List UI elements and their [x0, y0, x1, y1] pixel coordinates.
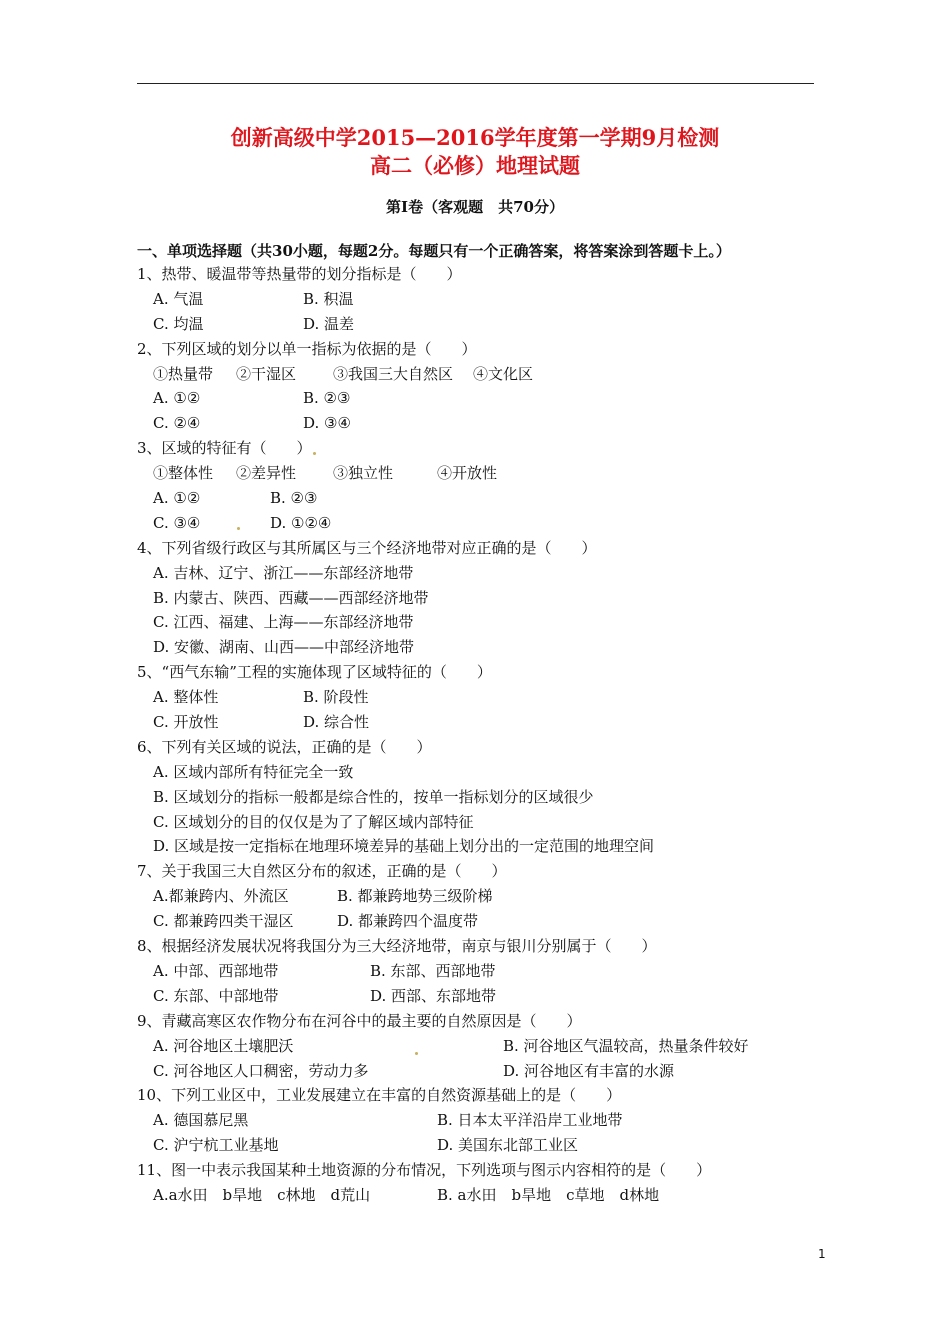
question-list [137, 262, 817, 1208]
option-row [137, 1183, 817, 1208]
option-row [137, 586, 817, 611]
option-row [137, 362, 817, 387]
question-stem: 9、青藏高寒区农作物分布在河谷中的最主要的自然原因是（ ） [137, 1011, 582, 1030]
answer-option: C. 都兼跨四类干湿区 [153, 912, 294, 931]
answer-option: B. 内蒙古、陕西、西藏——西部经济地带 [153, 588, 429, 607]
option-row [137, 635, 817, 660]
answer-option: D. 美国东北部工业区 [437, 1136, 579, 1155]
answer-option: C. 区域划分的目的仅仅是为了了解区域内部特征 [153, 812, 474, 831]
scan-speck [415, 1052, 418, 1055]
answer-option: A. ①② [153, 389, 201, 408]
scan-speck [313, 452, 316, 455]
option-row [137, 561, 817, 586]
exam-subtitle: 高二（必修）地理试题 [370, 153, 580, 178]
option-row [137, 1034, 817, 1059]
option-row [137, 785, 817, 810]
option-row [137, 287, 817, 312]
answer-option: D. 都兼跨四个温度带 [337, 912, 479, 931]
option-row [137, 1133, 817, 1158]
option-row [137, 984, 817, 1009]
option-row [137, 610, 817, 635]
question-stem: 6、下列有关区域的说法，正确的是（ ） [137, 737, 432, 756]
question-stem: 4、下列省级行政区与其所属区与三个经济地带对应正确的是（ ） [137, 538, 597, 557]
option-row [137, 760, 817, 785]
question-stem: 11、图一中表示我国某种土地资源的分布情况，下列选项与图示内容相符的是（ ） [137, 1161, 712, 1180]
answer-option: D. 综合性 [303, 713, 370, 732]
question-stem: 1、热带、暖温带等热量带的划分指标是（ ） [137, 265, 462, 283]
answer-option: C. ③④ [153, 513, 201, 532]
question-stem: 10、下列工业区中，工业发展建立在丰富的自然资源基础上的是（ ） [137, 1086, 622, 1105]
answer-option: A. 德国慕尼黑 [153, 1111, 249, 1130]
answer-option: A. 河谷地区土壤肥沃 [153, 1036, 294, 1055]
option-row [137, 710, 817, 735]
option-row [137, 959, 817, 984]
answer-option: A. 吉林、辽宁、浙江——东部经济地带 [153, 563, 414, 582]
answer-option: A. ①② [153, 489, 201, 508]
answer-option: B. 都兼跨地势三级阶梯 [337, 887, 493, 906]
option-row [137, 810, 817, 835]
answer-option: ①整体性 [153, 464, 214, 483]
question-stem: 8、根据经济发展状况将我国分为三大经济地带，南京与银川分别属于（ ） [137, 937, 657, 956]
answer-option: B. 河谷地区气温较高，热量条件较好 [503, 1036, 749, 1055]
option-row [137, 685, 817, 710]
answer-option: ①热量带 [153, 364, 214, 383]
scan-speck [237, 527, 240, 530]
answer-option: B. 日本太平洋沿岸工业地带 [437, 1111, 623, 1130]
answer-option: ②干湿区 [236, 364, 297, 383]
answer-option: B. 东部、西部地带 [370, 961, 496, 980]
answer-option: B. 阶段性 [303, 688, 369, 707]
answer-option: ④文化区 [473, 364, 534, 383]
option-row [137, 884, 817, 909]
option-row [137, 1059, 817, 1084]
answer-option: C. ②④ [153, 414, 201, 433]
answer-option: ③独立性 [333, 464, 394, 483]
answer-option: C. 开放性 [153, 713, 219, 732]
option-row [137, 1108, 817, 1133]
answer-option: A.都兼跨内、外流区 [153, 887, 289, 906]
instructions: 一、单项选择题（共30小题，每题2分。每题只有一个正确答案，将答案涂到答题卡上。） [137, 242, 731, 260]
page-number: 1 [818, 1247, 826, 1261]
answer-option: B. a水田 b旱地 c草地 d林地 [437, 1185, 660, 1204]
option-row [137, 511, 817, 536]
answer-option: B. ②③ [303, 389, 351, 408]
option-row [137, 411, 817, 436]
answer-option: C. 均温 [153, 314, 204, 333]
answer-option: D. ①②④ [270, 513, 332, 532]
answer-option: ④开放性 [437, 464, 498, 483]
answer-option: A. 气温 [153, 289, 204, 308]
question-stem: 2、下列区域的划分以单一指标为依据的是（ ） [137, 339, 477, 358]
answer-option: D. 河谷地区有丰富的水源 [503, 1061, 675, 1080]
option-row [137, 461, 817, 486]
answer-option: C. 河谷地区人口稠密，劳动力多 [153, 1061, 369, 1080]
answer-option: ③我国三大自然区 [333, 364, 454, 383]
answer-option: C. 东部、中部地带 [153, 986, 279, 1005]
answer-option: A. 整体性 [153, 688, 219, 707]
option-row [137, 386, 817, 411]
option-row [137, 312, 817, 337]
option-row [137, 486, 817, 511]
answer-option: A.a水田 b旱地 c林地 d荒山 [153, 1185, 371, 1204]
question-stem: 7、关于我国三大自然区分布的叙述，正确的是（ ） [137, 862, 507, 881]
answer-option: D. 温差 [303, 314, 355, 333]
header-rule [137, 83, 814, 84]
answer-option: C. 江西、福建、上海——东部经济地带 [153, 613, 414, 632]
answer-option: B. ②③ [270, 489, 318, 508]
question-stem: 5、“西气东输”工程的实施体现了区域特征的（ ） [137, 663, 492, 682]
section-title: 第Ⅰ卷（客观题 共70分） [386, 198, 564, 216]
answer-option: B. 区域划分的指标一般都是综合性的，按单一指标划分的区域很少 [153, 787, 594, 806]
answer-option: D. 安徽、湖南、山西——中部经济地带 [153, 638, 415, 657]
answer-option: B. 积温 [303, 289, 354, 308]
answer-option: C. 沪宁杭工业基地 [153, 1136, 279, 1155]
answer-option: A. 区域内部所有特征完全一致 [153, 762, 354, 781]
question-stem: 3、区域的特征有（ ） [137, 439, 312, 458]
answer-option: A. 中部、西部地带 [153, 961, 279, 980]
answer-option: D. 西部、东部地带 [370, 986, 497, 1005]
answer-option: ②差异性 [236, 464, 297, 483]
exam-title: 创新高级中学2015—2016学年度第一学期9月检测 [230, 125, 720, 150]
option-row [137, 909, 817, 934]
answer-option: D. ③④ [303, 414, 351, 433]
option-row [137, 834, 817, 859]
answer-option: D. 区域是按一定指标在地理环境差异的基础上划分出的一定范围的地理空间 [153, 837, 655, 856]
